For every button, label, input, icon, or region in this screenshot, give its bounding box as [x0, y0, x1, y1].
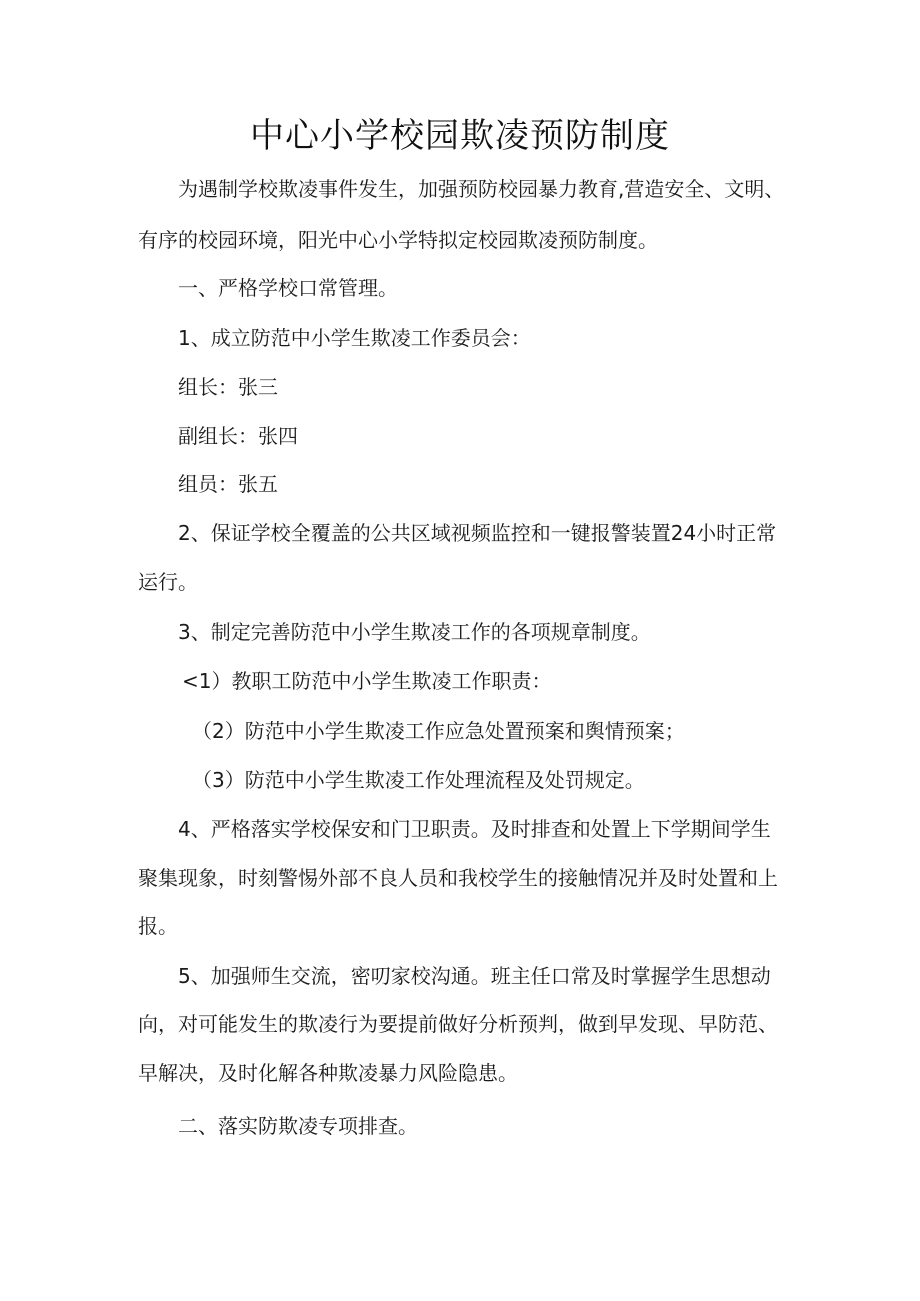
paragraph-line: 聚集现象，时刻警惕外部不良人员和我校学生的接触情况并及时处置和上: [138, 866, 778, 890]
section-heading: 一、严格学校口常管理。: [178, 276, 398, 300]
paragraph-line: 为遇制学校欺凌事件发生，加强预防校园暴力教育,营造安全、文明、: [178, 177, 785, 201]
paragraph-line: 5、加强师生交流，密叨家校沟通。班主任口常及时掌握学生思想动: [178, 964, 771, 988]
paragraph-line: <1）教职工防范中小学生欺凌工作职责：: [182, 669, 552, 693]
paragraph-line: 组员：张五: [178, 472, 278, 496]
paragraph-line: 运行。: [138, 570, 198, 594]
paragraph-line: 4、严格落实学校保安和门卫职责。及时排查和处置上下学期间学生: [178, 817, 771, 841]
paragraph-line: （3）防范中小学生欺凌工作处理流程及处罚规定。: [192, 768, 645, 792]
paragraph-line: 副组长：张四: [178, 424, 298, 448]
paragraph-line: （2）防范中小学生欺凌工作应急处置预案和舆情预案；: [192, 719, 685, 743]
paragraph-line: 报。: [138, 914, 178, 938]
paragraph-line: 有序的校园环境，阳光中心小学特拟定校园欺凌预防制度。: [138, 228, 658, 252]
paragraph-line: 向，对可能发生的欺凌行为要提前做好分析预判，做到早发现、早防范、: [138, 1012, 778, 1036]
paragraph-line: 早解决，及时化解各种欺凌暴力风险隐患。: [138, 1061, 518, 1085]
paragraph-line: 1、成立防范中小学生欺凌工作委员会：: [178, 326, 531, 350]
document-title: 中心小学校园欺凌预防制度: [250, 116, 670, 156]
section-heading: 二、落实防欺凌专项排查。: [178, 1114, 418, 1138]
paragraph-line: 3、制定完善防范中小学生欺凌工作的各项规章制度。: [178, 620, 651, 644]
paragraph-line: 2、保证学校全覆盖的公共区域视频监控和一键报警装置24小时正常: [178, 521, 777, 545]
paragraph-line: 组长：张三: [178, 375, 278, 399]
